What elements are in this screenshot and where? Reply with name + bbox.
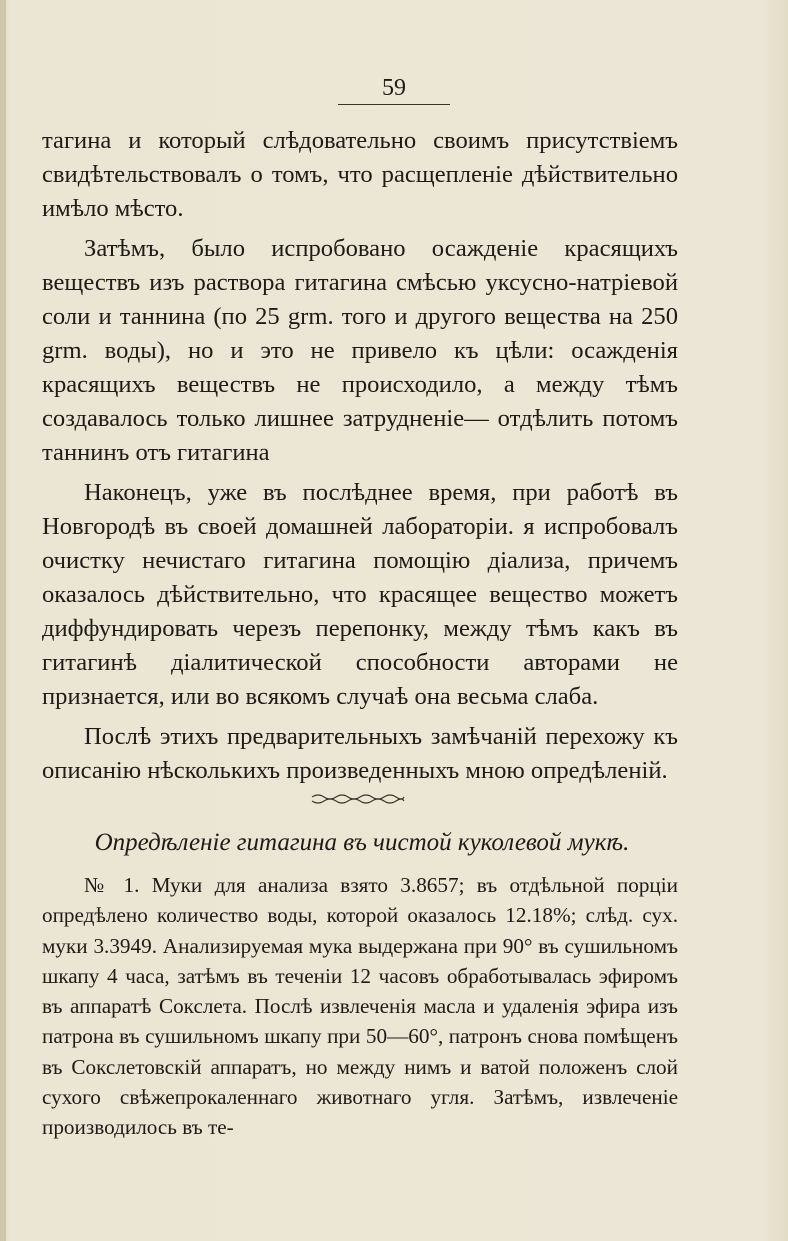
paragraph: Наконецъ, уже въ послѣднее время, при работѣ въ Новгородѣ въ своей домашней лабораторіи. я испробовалъ очистку нечистаго гитагина помощію діализа, причемъ оказалось дѣйствительно, что красящее вещество можетъ диффундировать черезъ перепонку, между тѣмъ какъ въ гитагинѣ діалитической способности авторами не признается, или во всякомъ случаѣ она весьма слаба. — [42, 479, 678, 710]
page-edge — [0, 0, 6, 1241]
paragraph: Послѣ этихъ предварительныхъ замѣчаній перехожу къ описанію нѣсколькихъ произведенныхъ мною опредѣленій. — [42, 723, 678, 784]
paragraph: тагина и который слѣдовательно своимъ присутствіемъ свидѣтельствовалъ о томъ, что расщепленіе дѣйствительно имѣло мѣсто. — [42, 127, 678, 222]
ornament-divider — [310, 792, 406, 806]
main-text — [42, 124, 678, 794]
paragraph: № 1. Муки для анализа взято 3.8657; въ отдѣльной порціи опредѣлено количество воды, которой оказалось 12.18%; слѣд. сух. муки 3.3949. Анализируемая мука выдержана при 90° въ сушильномъ шкапу 4 часа, затѣмъ въ теченіи 12 часовъ обработывалась эфиромъ въ аппаратѣ Сокслета. Послѣ извлеченія масла и удаленія эфира изъ патрона въ сушильномъ шкапу при 50—60°, патронъ снова помѣщенъ въ Сокслетовскій аппаратъ, но между нимъ и ватой положенъ слой сухого свѣжепрокаленнаго животнаго угля. Затѣмъ, извлеченіе производилось въ те- — [42, 873, 678, 1140]
paragraph: Затѣмъ, было испробовано осажденіе красящихъ веществъ изъ раствора гитагина смѣсью уксусно-натріевой соли и таннина (по 25 grm. того и другого вещества на 250 grm. воды), но и это не привело къ цѣли: осажденія красящихъ веществъ не происходило, а между тѣмъ создавалось только лишнее затрудненіе— отдѣлить потомъ таннинъ отъ гитагина — [42, 235, 678, 466]
analysis-text — [42, 870, 678, 1143]
section-heading: Опредѣленіе гитагина въ чистой куколевой мукѣ. — [94, 829, 630, 856]
page-number: 59 — [338, 74, 450, 105]
page-header — [0, 74, 788, 105]
